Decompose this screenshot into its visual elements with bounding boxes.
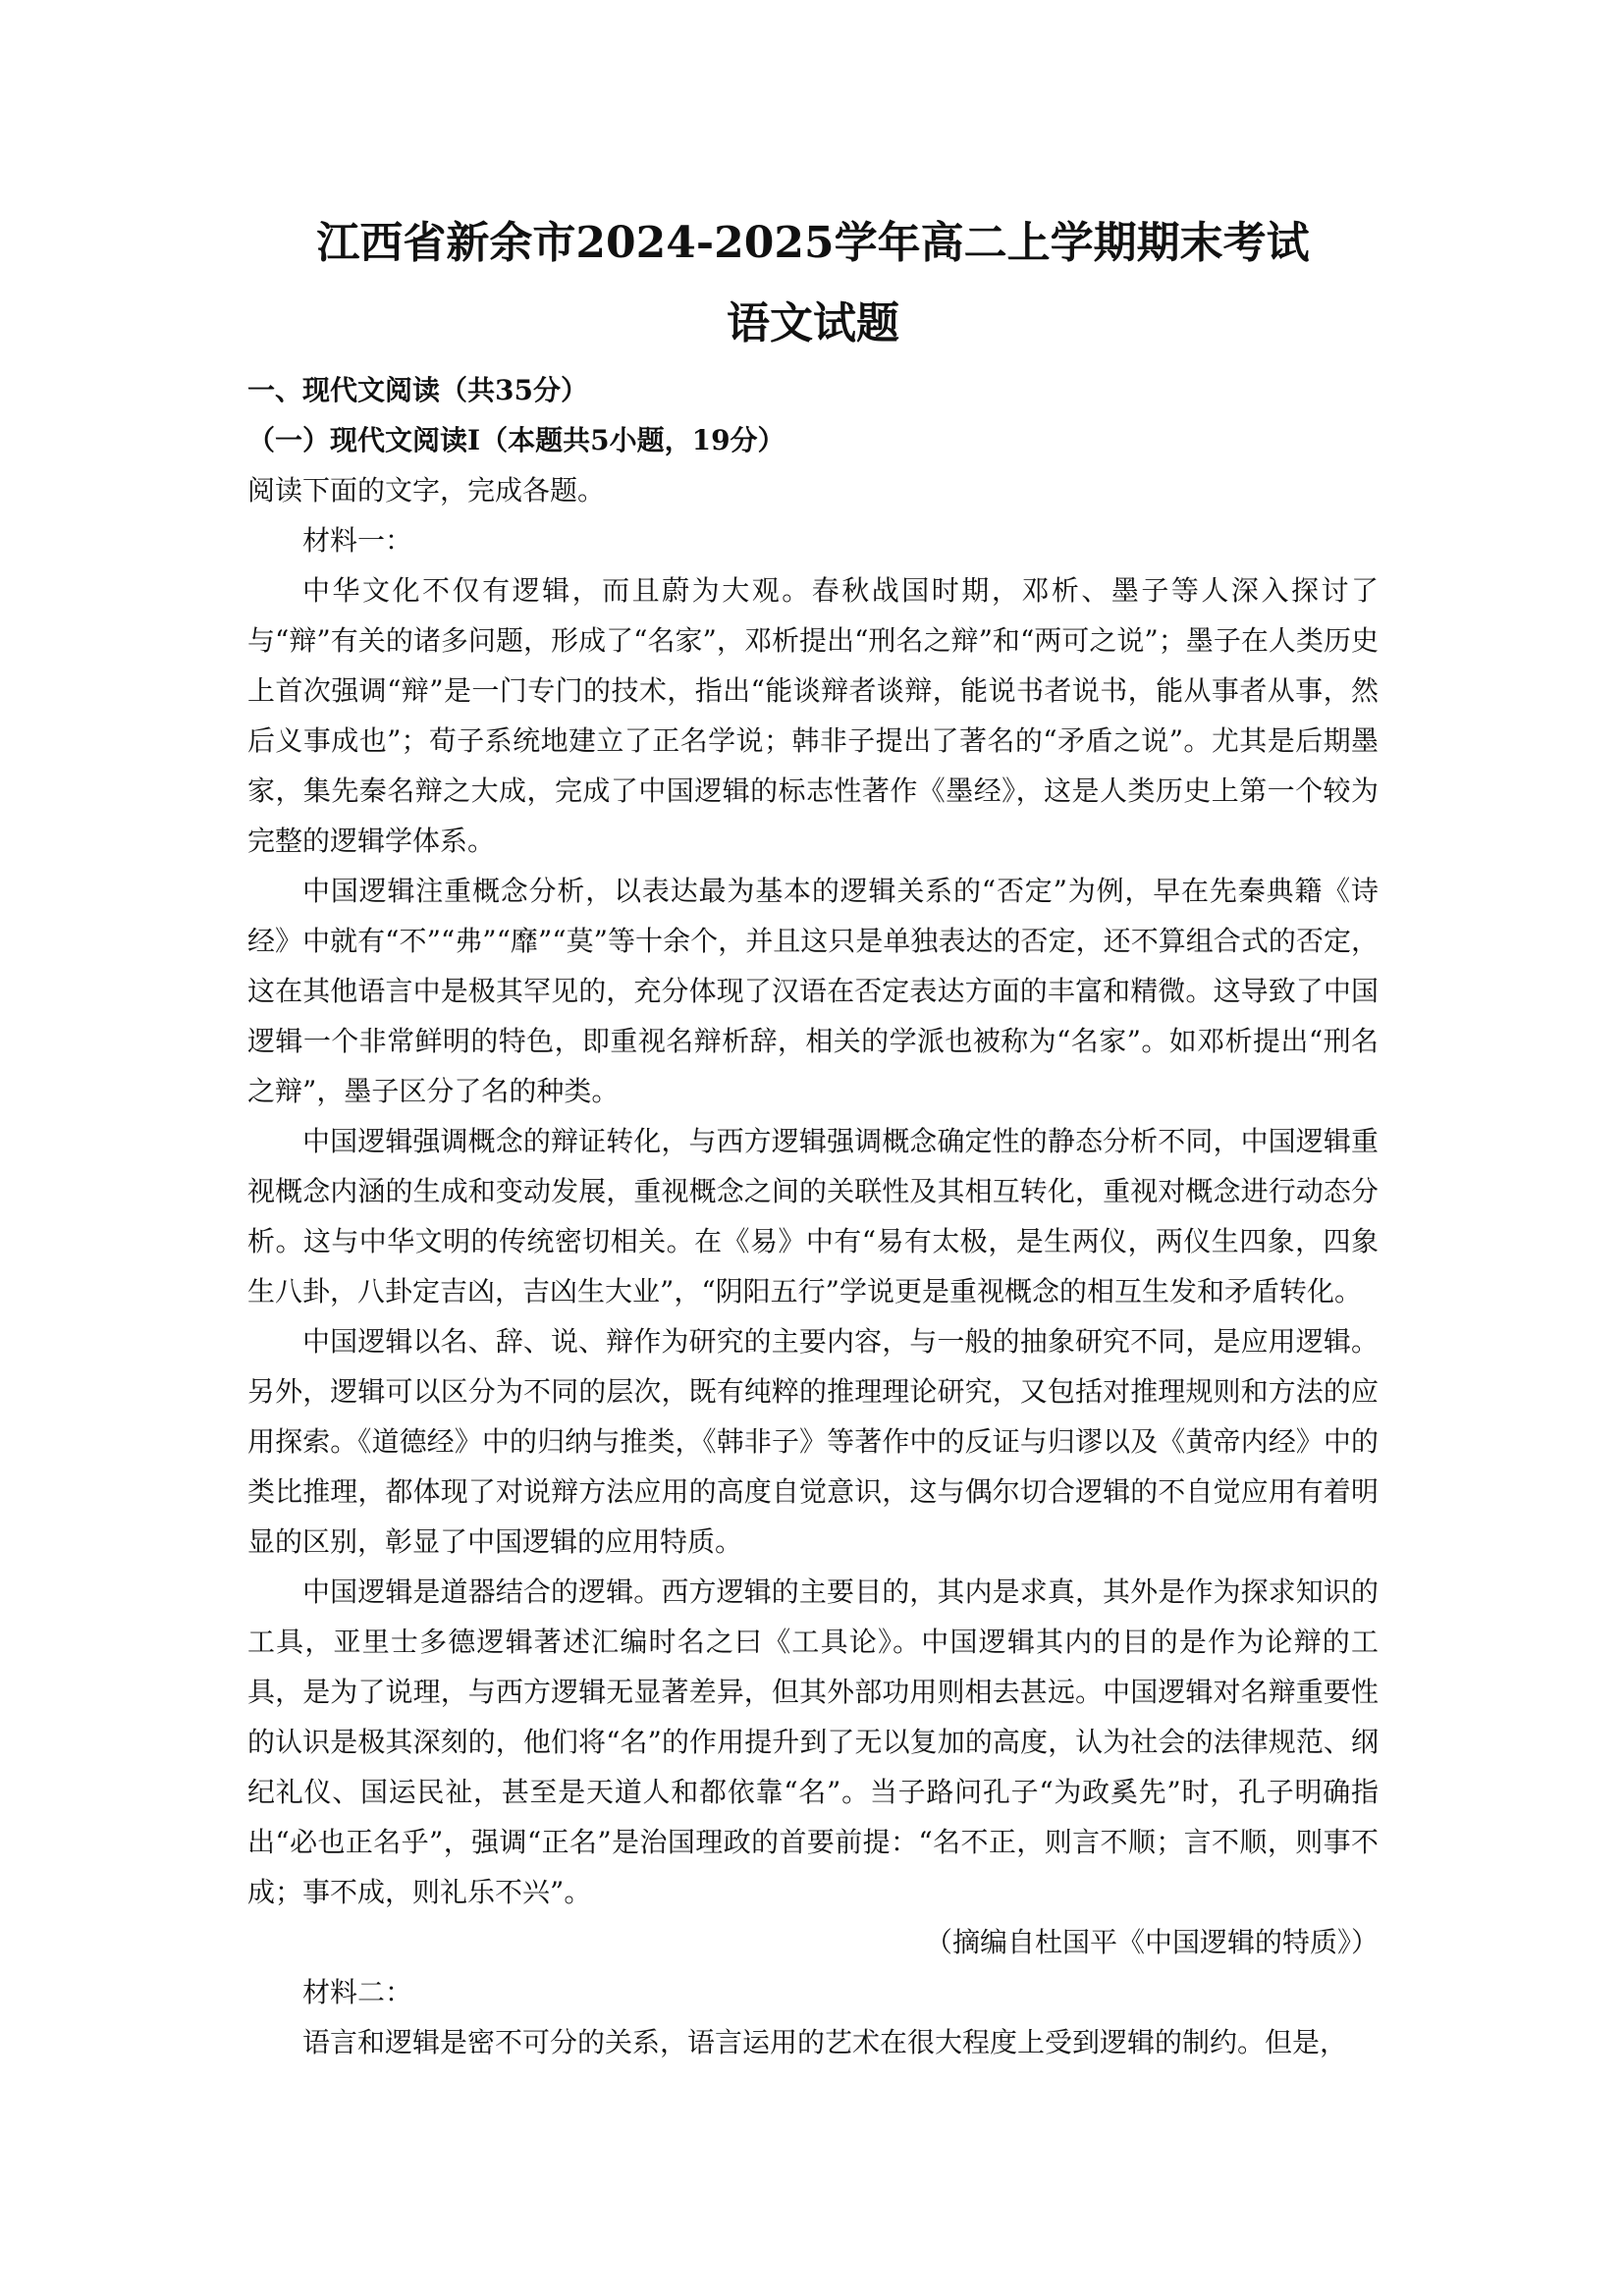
- exam-body: [247, 365, 1379, 2067]
- material1-paragraph: 中国逻辑以名、辞、说、辩作为研究的主要内容，与一般的抽象研究不同，是应用逻辑。另外，逻辑可以区分为不同的层次，既有纯粹的推理理论研究，又包括对推理规则和方法的应用探索。《道德经》中的归纳与推类，《韩非子》等著作中的反证与归谬以及《黄帝内经》中的类比推理，都体现了对说辩方法应用的高度自觉意识，这与偶尔切合逻辑的不自觉应用有着明显的区别，彰显了中国逻辑的应用特质。: [247, 1325, 1379, 1558]
- material1-source: （摘编自杜国平《中国逻辑的特质》）: [924, 1926, 1379, 1958]
- material1-paragraph: 中国逻辑是道器结合的逻辑。西方逻辑的主要目的，其内是求真，其外是作为探求知识的工具，亚里士多德逻辑著述汇编时名之曰《工具论》。中国逻辑其内的目的是作为论辩的工具，是为了说理，与西方逻辑无显著差异，但其外部功用则相去甚远。中国逻辑对名辩重要性的认识是极其深刻的，他们将“名”的作用提升到了无以复加的高度，认为社会的法律规范、纲纪礼仪、国运民祉，甚至是天道人和都依靠“名”。当子路问孔子“为政奚先”时，孔子明确指出“必也正名乎”，强调“正名”是治国理政的首要前提：“名不正，则言不顺；言不顺，则事不成；事不成，则礼乐不兴”。: [247, 1575, 1379, 1908]
- material1-paragraph: 中华文化不仅有逻辑，而且蔚为大观。春秋战国时期，邓析、墨子等人深入探讨了与“辩”有关的诸多问题，形成了“名家”，邓析提出“刑名之辩”和“两可之说”；墨子在人类历史上首次强调“辩”是一门专门的技术，指出“能谈辩者谈辩，能说书者说书，能从事者从事，然后义事成也”；荀子系统地建立了正名学说；韩非子提出了著名的“矛盾之说”。尤其是后期墨家，集先秦名辩之大成，完成了中国逻辑的标志性著作《墨经》，这是人类历史上第一个较为完整的逻辑学体系。: [247, 574, 1379, 857]
- material1-label: 材料一：: [302, 524, 413, 557]
- material1-paragraph: 中国逻辑注重概念分析，以表达最为基本的逻辑关系的“否定”为例，早在先秦典籍《诗经》中就有“不”“弗”“靡”“莫”等十余个，并且这只是单独表达的否定，还不算组合式的否定，这在其他语言中是极其罕见的，充分体现了汉语在否定表达方面的丰富和精微。这导致了中国逻辑一个非常鲜明的特色，即重视名辩析辞，相关的学派也被称为“名家”。如邓析提出“刑名之辩”，墨子区分了名的种类。: [247, 875, 1379, 1107]
- exam-title: 江西省新余市2024-2025学年高二上学期期末考试: [316, 218, 1310, 268]
- instruction-text: 阅读下面的文字，完成各题。: [247, 474, 606, 507]
- section-heading: 一、现代文阅读（共35分）: [247, 374, 588, 406]
- subsection-heading: （一）现代文阅读Ⅰ（本题共5小题，19分）: [247, 424, 785, 456]
- exam-subtitle: 语文试题: [727, 298, 899, 348]
- material2-label: 材料二：: [302, 1976, 413, 2008]
- material2-paragraph: 语言和逻辑是密不可分的关系，语言运用的艺术在很大程度上受到逻辑的制约。但是，: [302, 2026, 1348, 2058]
- material1-paragraph: 中国逻辑强调概念的辩证转化，与西方逻辑强调概念确定性的静态分析不同，中国逻辑重视概念内涵的生成和变动发展，重视概念之间的关联性及其相互转化，重视对概念进行动态分析。这与中华文明的传统密切相关。在《易》中有“易有太极，是生两仪，两仪生四象，四象生八卦，八卦定吉凶，吉凶生大业”，“阴阳五行”学说更是重视概念的相互生发和矛盾转化。: [247, 1125, 1379, 1308]
